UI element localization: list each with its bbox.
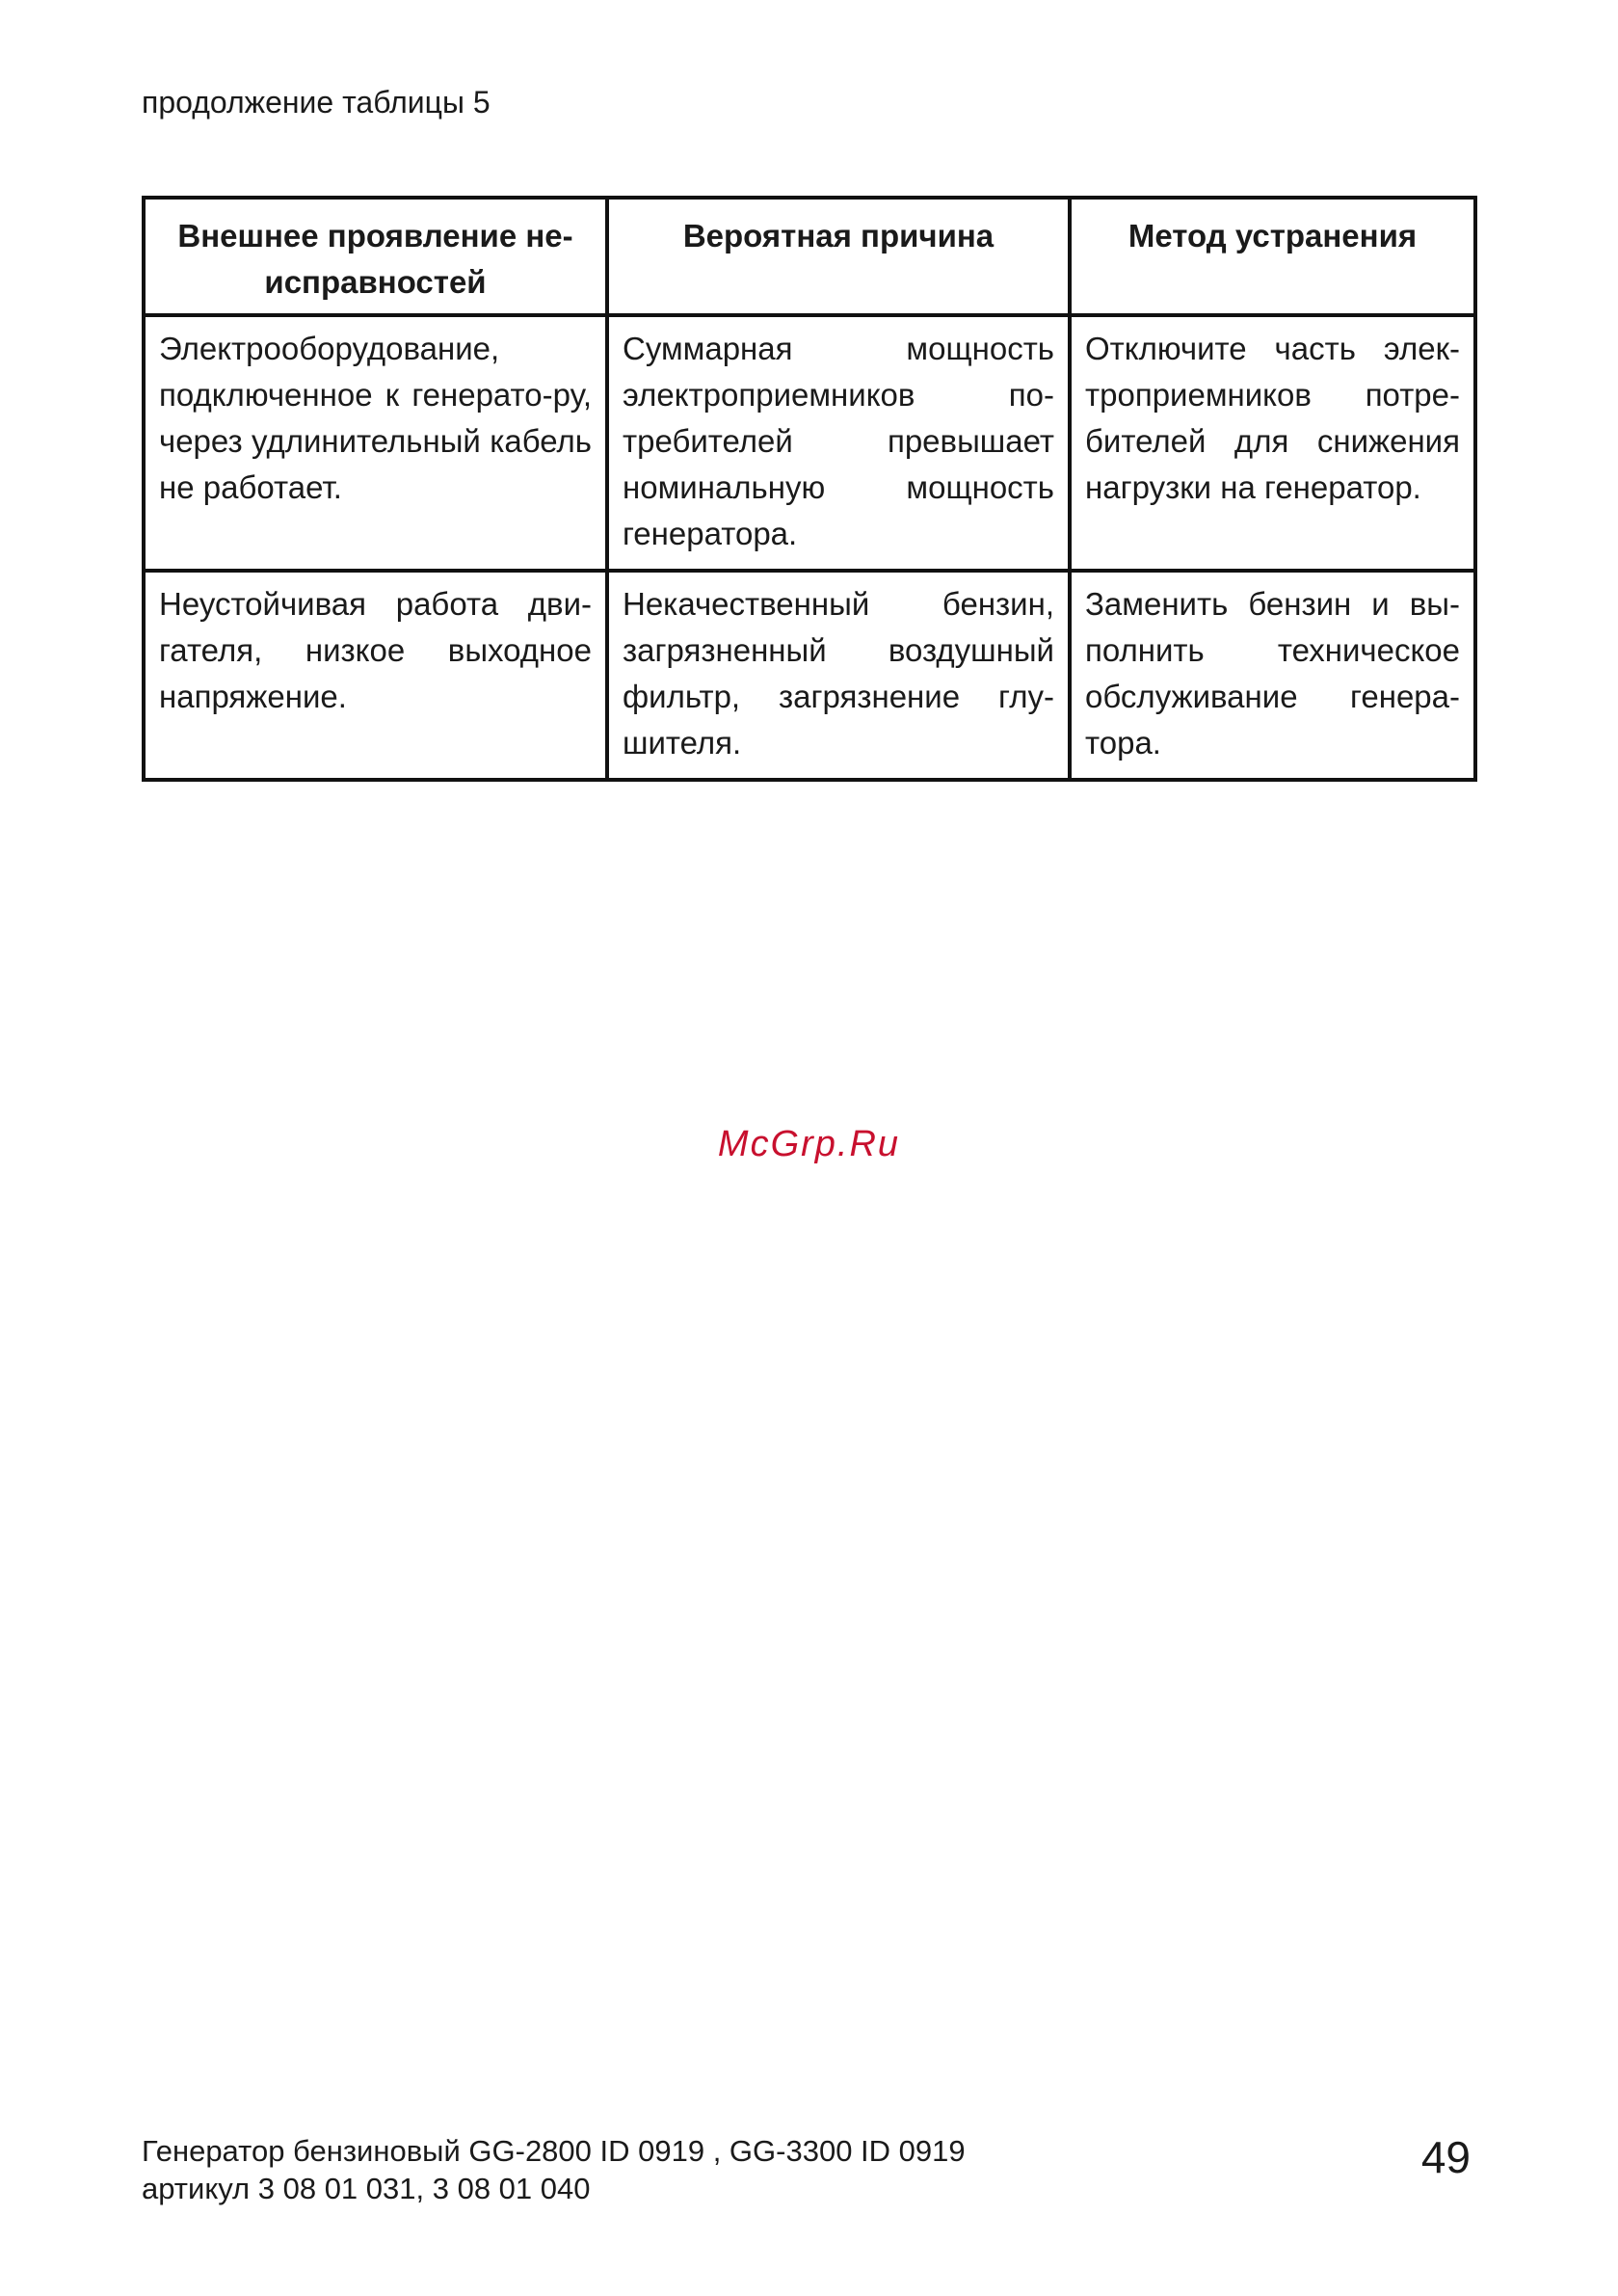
- footer-product-title: Генератор бензиновый GG-2800 ID 0919 , GG-3300 ID 0919: [142, 2134, 966, 2168]
- table-row: [144, 571, 1475, 780]
- header-remedy: Метод устранения: [1070, 198, 1475, 315]
- table-caption: продолжение таблицы 5: [142, 85, 491, 120]
- cell-remedy: Заменить бензин и вы-полнить техническое обслуживание генера-тора.: [1070, 571, 1475, 780]
- cell-symptom: Электрооборудование, подключенное к генерато-ру, через удлинительный кабель не работает.: [144, 315, 607, 571]
- table-row: [144, 315, 1475, 571]
- troubleshooting-table: [142, 196, 1477, 782]
- cell-cause: Некачественный бензин, загрязненный воздушный фильтр, загрязнение глу-шителя.: [607, 571, 1070, 780]
- watermark: McGrp.Ru: [717, 1124, 901, 1164]
- cell-symptom: Неустойчивая работа дви-гателя, низкое выходное напряжение.: [144, 571, 607, 780]
- cell-remedy: Отключите часть элек-троприемников потре-бителей для снижения нагрузки на генератор.: [1070, 315, 1475, 571]
- header-symptom: Внешнее проявление не-исправностей: [144, 198, 607, 315]
- page-number: 49: [1420, 2132, 1471, 2182]
- cell-cause: Суммарная мощность электроприемников по-требителей превышает номинальную мощность генератора.: [607, 315, 1070, 571]
- footer-article: артикул 3 08 01 031, 3 08 01 040: [142, 2172, 591, 2205]
- header-cause: Вероятная причина: [607, 198, 1070, 315]
- footer-product-info: [142, 2132, 966, 2207]
- table-header-row: [144, 198, 1475, 315]
